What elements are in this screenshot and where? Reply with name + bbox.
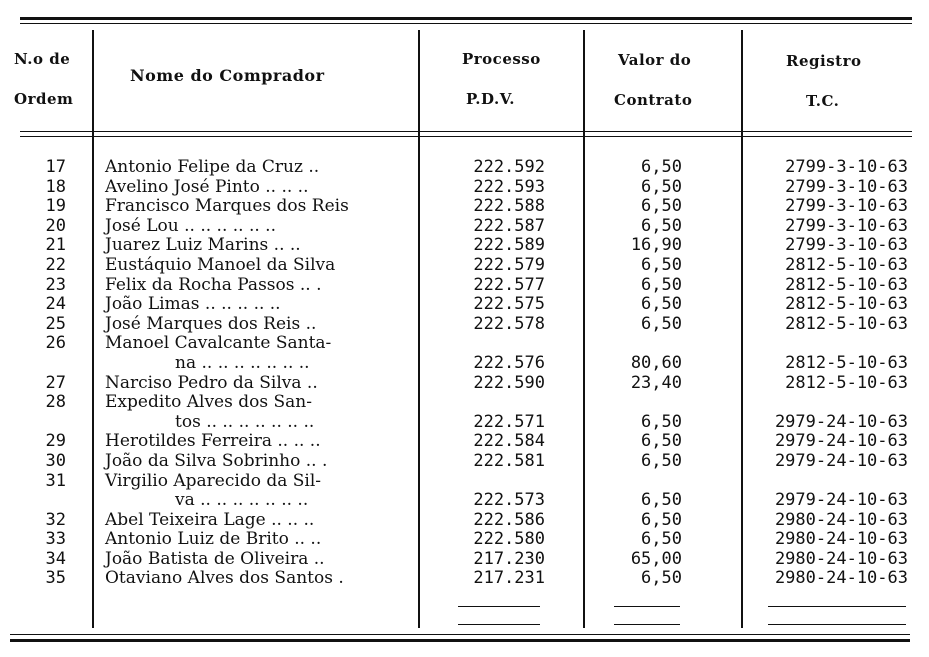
table-row: [0, 158, 929, 178]
row-ordem: 27: [45, 372, 66, 393]
row-ordem: 26: [45, 333, 66, 354]
row-nome: Francisco Marques dos Reis: [105, 196, 349, 217]
row-ordem: 24: [45, 294, 66, 315]
row-registro: 2980-24-10-63: [774, 568, 908, 589]
row-ordem: 17: [45, 157, 66, 177]
header-ordem-line2: Ordem: [14, 90, 74, 108]
row-registro: 2799-3-10-63: [785, 157, 908, 177]
row-nome: Eustáquio Manoel da Silva: [105, 254, 336, 275]
row-registro: 2812-5-10-63: [785, 352, 908, 373]
row-nome: Antonio Felipe da Cruz ..: [105, 157, 320, 177]
row-processo: 222.590: [473, 372, 545, 393]
row-nome: Narciso Pedro da Silva ..: [105, 372, 318, 393]
row-valor: 23,40: [630, 372, 682, 393]
row-valor: 6,50: [641, 529, 682, 550]
row-nome: Abel Teixeira Lage .. .. ..: [105, 509, 315, 530]
row-nome: Expedito Alves dos San-: [105, 392, 312, 413]
table-row: [0, 491, 929, 511]
row-registro: 2980-24-10-63: [774, 548, 908, 569]
row-nome: Juarez Luiz Marins .. ..: [105, 235, 301, 256]
row-valor: 65,00: [630, 548, 682, 569]
header-nome: Nome do Comprador: [130, 66, 325, 85]
row-valor: 6,50: [641, 294, 682, 315]
table-body: [0, 158, 929, 589]
table-row: [0, 472, 929, 492]
header-rule-2: [20, 136, 912, 137]
row-registro: 2799-3-10-63: [785, 215, 908, 236]
row-nome: Felix da Rocha Passos .. .: [105, 274, 322, 295]
row-processo: 222.577: [473, 274, 545, 295]
row-nome: João Batista de Oliveira ..: [105, 548, 325, 569]
row-ordem: 22: [45, 254, 66, 275]
row-nome: Otaviano Alves dos Santos .: [105, 568, 344, 589]
row-valor: 16,90: [630, 235, 682, 256]
row-nome: João Limas .. .. .. .. ..: [105, 294, 281, 315]
total-line-processo-2: [458, 624, 540, 625]
header-processo-line1: Processo: [462, 50, 541, 68]
row-registro: 2979-24-10-63: [774, 431, 908, 452]
row-ordem: 31: [45, 470, 66, 491]
row-registro: 2812-5-10-63: [785, 372, 908, 393]
row-valor: 6,50: [641, 274, 682, 295]
row-registro: 2812-5-10-63: [785, 274, 908, 295]
row-nome: Avelino José Pinto .. .. ..: [105, 176, 309, 197]
row-valor: 6,50: [641, 157, 682, 177]
table-row: [0, 374, 929, 394]
table-row: [0, 354, 929, 374]
row-processo: 222.587: [473, 215, 545, 236]
row-nome: Herotildes Ferreira .. .. ..: [105, 431, 321, 452]
row-ordem: 30: [45, 450, 66, 471]
row-processo: 222.580: [473, 529, 545, 550]
header-rule: [20, 131, 912, 132]
row-ordem: 25: [45, 313, 66, 334]
row-processo: 222.586: [473, 509, 545, 530]
header-ordem-line1: N.o de: [14, 50, 71, 68]
row-registro: 2979-24-10-63: [774, 411, 908, 432]
header-processo-line2: P.D.V.: [466, 90, 515, 108]
table-row: [0, 236, 929, 256]
row-valor: 6,50: [641, 450, 682, 471]
row-processo: 222.592: [473, 157, 545, 177]
row-nome: tos .. .. .. .. .. .. ..: [175, 411, 315, 432]
row-processo: 222.578: [473, 313, 545, 334]
total-line-valor: [614, 606, 680, 607]
row-registro: 2812-5-10-63: [785, 313, 908, 334]
row-processo: 222.584: [473, 431, 545, 452]
row-registro: 2979-24-10-63: [774, 490, 908, 511]
row-nome: José Lou .. .. .. .. .. ..: [105, 215, 276, 236]
row-ordem: 35: [45, 568, 66, 589]
row-processo: 222.576: [473, 352, 545, 373]
total-line-processo: [458, 606, 540, 607]
row-valor: 6,50: [641, 568, 682, 589]
table-row: [0, 569, 929, 589]
row-valor: 6,50: [641, 254, 682, 275]
row-ordem: 18: [45, 176, 66, 197]
row-nome: José Marques dos Reis ..: [105, 313, 317, 334]
table-row: [0, 452, 929, 472]
table-row: [0, 530, 929, 550]
row-processo: 222.579: [473, 254, 545, 275]
row-valor: 6,50: [641, 411, 682, 432]
row-processo: 222.571: [473, 411, 545, 432]
row-registro: 2980-24-10-63: [774, 509, 908, 530]
table-row: [0, 393, 929, 413]
row-processo: 222.588: [473, 196, 545, 217]
row-nome: Antonio Luiz de Brito .. ..: [105, 529, 322, 550]
row-nome: na .. .. .. .. .. .. ..: [175, 352, 310, 373]
table-row: [0, 197, 929, 217]
header-registro-line2: T.C.: [806, 92, 840, 110]
total-line-registro-2: [768, 624, 906, 625]
row-ordem: 20: [45, 215, 66, 236]
row-ordem: 29: [45, 431, 66, 452]
table-row: [0, 315, 929, 335]
row-registro: 2799-3-10-63: [785, 235, 908, 256]
row-processo: 222.593: [473, 176, 545, 197]
table-row: [0, 276, 929, 296]
row-ordem: 28: [45, 392, 66, 413]
table-row: [0, 432, 929, 452]
row-nome: Virgilio Aparecido da Sil-: [105, 470, 322, 491]
row-valor: 6,50: [641, 313, 682, 334]
row-processo: 217.230: [473, 548, 545, 569]
row-valor: 6,50: [641, 509, 682, 530]
row-ordem: 19: [45, 196, 66, 217]
row-ordem: 32: [45, 509, 66, 530]
bottom-rule: [10, 639, 910, 642]
total-line-valor-2: [614, 624, 680, 625]
total-line-registro: [768, 606, 906, 607]
row-valor: 6,50: [641, 196, 682, 217]
table-row: [0, 295, 929, 315]
row-ordem: 33: [45, 529, 66, 550]
row-valor: 6,50: [641, 176, 682, 197]
row-processo: 222.581: [473, 450, 545, 471]
row-registro: 2812-5-10-63: [785, 254, 908, 275]
header-registro-line1: Registro: [786, 52, 862, 70]
row-nome: Manoel Cavalcante Santa-: [105, 333, 332, 354]
table-row: [0, 511, 929, 531]
row-ordem: 23: [45, 274, 66, 295]
row-processo: 222.573: [473, 490, 545, 511]
table-row: [0, 217, 929, 237]
bottom-rule-thin: [10, 634, 910, 635]
table-row: [0, 413, 929, 433]
top-rule: [20, 17, 912, 20]
top-rule-thin: [20, 23, 912, 24]
row-registro: 2799-3-10-63: [785, 176, 908, 197]
row-processo: 217.231: [473, 568, 545, 589]
row-nome: João da Silva Sobrinho .. .: [105, 450, 328, 471]
row-nome: va .. .. .. .. .. .. ..: [175, 490, 309, 511]
row-valor: 80,60: [630, 352, 682, 373]
table-row: [0, 550, 929, 570]
row-registro: 2812-5-10-63: [785, 294, 908, 315]
row-registro: 2799-3-10-63: [785, 196, 908, 217]
row-valor: 6,50: [641, 431, 682, 452]
table-row: [0, 334, 929, 354]
row-processo: 222.575: [473, 294, 545, 315]
table-row: [0, 178, 929, 198]
header-valor-line1: Valor do: [618, 51, 692, 69]
row-registro: 2979-24-10-63: [774, 450, 908, 471]
row-valor: 6,50: [641, 490, 682, 511]
row-processo: 222.589: [473, 235, 545, 256]
header-valor-line2: Contrato: [614, 91, 693, 109]
row-ordem: 34: [45, 548, 66, 569]
row-ordem: 21: [45, 235, 66, 256]
row-valor: 6,50: [641, 215, 682, 236]
row-registro: 2980-24-10-63: [774, 529, 908, 550]
table-row: [0, 256, 929, 276]
